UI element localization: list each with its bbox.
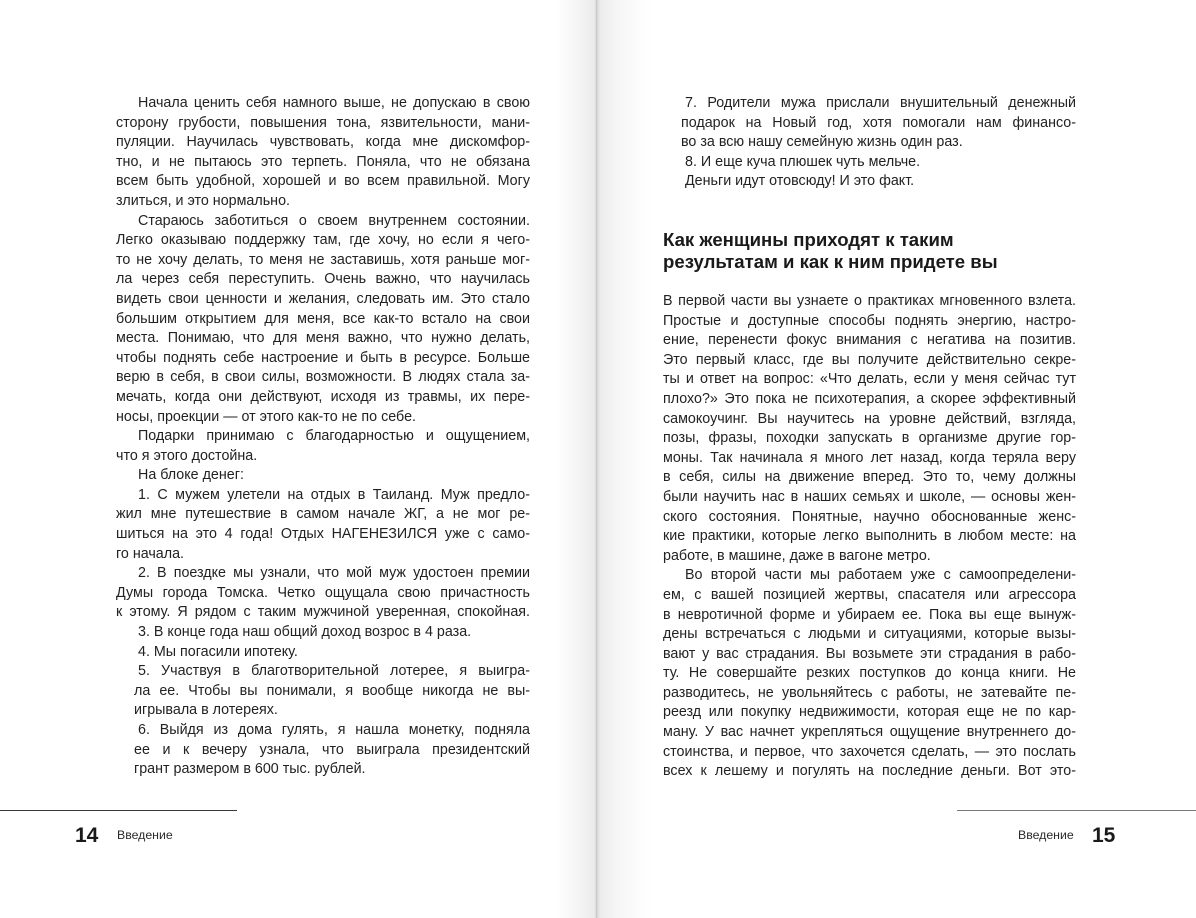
text-line: чтобы поднять себе настроение и быть в ресурсе. Больше: [116, 349, 530, 366]
text-line: 4. Мы погасили ипотеку.: [138, 643, 298, 660]
text-line: сторону грубости, повышения тона, язвительности, мани-: [116, 114, 530, 131]
text-line: игрывала в лотереях.: [134, 702, 278, 719]
text-line: Думы города Томска. Четко ощущала свою причастность: [116, 584, 530, 601]
text-line: Это первый класс, где вы получите действительно секре-: [663, 351, 1076, 368]
text-line: к этому. Я рядом с таким мужчиной уверенная, спокойная.: [116, 604, 530, 621]
running-head-left: Введение: [117, 828, 173, 842]
right-page-body-text: [663, 292, 1076, 782]
text-line: 6. Выйдя из дома гулять, я нашла монетку, подняла: [138, 722, 530, 738]
text-line: ману. У вас начнет укрепляться ощущение внутреннего до-: [663, 724, 1076, 741]
text-line: В первой части вы узнаете о практиках мгновенного взлета.: [663, 293, 1076, 309]
text-line: Во второй части мы работаем уже с самоопределени-: [685, 567, 1076, 584]
text-line: 8. И еще куча плюшек чуть мельче.: [685, 153, 921, 170]
text-line: ского состояния. Понятные, научно обоснованные женс-: [663, 508, 1076, 525]
text-line: плохо?» Это пока не психотерапия, а скорее эффективный: [663, 390, 1076, 407]
section-heading: [663, 229, 1083, 273]
text-line: подарок на Новый год, хотя помогали нам финансо-: [681, 114, 1076, 131]
text-line: места. Понимаю, что для меня важно, что нужно делать,: [116, 330, 530, 347]
text-line: то не хочу делать, то меня не заставишь, хотя раньше мог-: [116, 251, 530, 268]
text-line: 2. В поездке мы узнали, что мой муж удостоен премии: [138, 565, 530, 582]
running-head-right: Введение: [1018, 828, 1074, 842]
page-number-right: 15: [1092, 824, 1116, 847]
text-line: реезд или покупку недвижимости, которая еще не по кар-: [663, 704, 1076, 721]
text-line: ты и ответ на вопрос: «Что делать, если у меня сейчас тут: [663, 371, 1076, 388]
section-heading-line-2: результатам и как к ним придете вы: [663, 251, 998, 272]
text-line: тно, и не пытаюсь это терпеть. Поняла, что не обязана: [116, 153, 530, 170]
book-spine: [596, 0, 597, 918]
text-line: дены встречаться с людьми и ситуациями, которые вызы-: [663, 626, 1076, 643]
text-line: в невротичной форме и убираем ее. Пока вы еще вынуж-: [663, 606, 1076, 623]
right-page-top-text: [663, 94, 1076, 192]
text-line: вают у вас страдания. Вы возьмете эти страдания в рабо-: [663, 645, 1076, 662]
text-line: 7. Родители мужа прислали внушительный денежный: [685, 95, 1076, 111]
text-line: Деньги идут отовсюду! И это факт.: [685, 173, 915, 190]
section-heading-line-1: Как женщины приходят к таким: [663, 229, 954, 250]
text-line: На блоке денег:: [138, 467, 244, 484]
text-line: ем, с вашей позицией жертвы, спасателя или агрессора: [663, 586, 1076, 603]
text-line: ение, перенести фокус внимания с негатива на позитив.: [663, 332, 1076, 349]
text-line: кие практики, которые легко выполнить в любом месте: на: [663, 528, 1076, 545]
footer-rule-right: [957, 810, 1196, 811]
text-line: 3. В конце года наш общий доход возрос в 4 раза.: [138, 624, 472, 641]
text-line: в себя, силы на движение вперед. Это то, чему должны: [663, 469, 1076, 486]
text-line: ла через себя переступить. Очень важно, что научилась: [116, 271, 530, 288]
text-line: стоинства, и первое, что захочется сделать, — это послать: [663, 743, 1076, 760]
footer-rule-left: [0, 810, 237, 811]
text-line: всем быть удобной, хорошей и во всем правильной. Могу: [116, 173, 530, 190]
text-line: большим открытием для меня, все как-то встало на свои: [116, 310, 530, 327]
text-line: ла ее. Чтобы вы понимали, я вообще никогда не вы-: [134, 682, 530, 699]
left-page-text: [116, 94, 530, 780]
text-line: злиться, и это нормально.: [116, 192, 290, 209]
text-line: верю в себя, в свои силы, возможности. В людях стала за-: [116, 369, 530, 386]
text-line: Подарки принимаю с благодарностью и ощущением,: [138, 428, 530, 445]
text-line: шиться на это 4 года! Отдых НАГЕНЕЗИЛСЯ уже с само-: [116, 526, 530, 543]
text-line: ее и к вечеру узнала, что выиграла президентский: [134, 741, 530, 758]
text-line: 5. Участвуя в благотворительной лотерее, я выигра-: [138, 663, 530, 680]
text-line: носы, проекции — от этого как-то не по себе.: [116, 408, 416, 425]
text-line: работе, в машине, даже в вагоне метро.: [663, 547, 931, 564]
text-line: пуляции. Научилась чувствовать, когда мне дискомфор-: [116, 134, 530, 151]
text-line: мечать, когда они действуют, исходя из травмы, их пере-: [116, 388, 530, 405]
text-line: Легко оказываю поддержку там, где хочу, но если я чего-: [116, 232, 530, 249]
text-line: Стараюсь заботиться о своем внутреннем состоянии.: [138, 212, 530, 229]
text-line: самокоучинг. Вы научитесь на уровне действий, взгляда,: [663, 410, 1076, 427]
text-line: разводитесь, не увольняйтесь с работы, не затевайте пе-: [663, 684, 1076, 701]
text-line: Простые и доступные способы поднять энергию, настро-: [663, 312, 1076, 329]
text-line: позы, фразы, походки запускать в организме другие гор-: [663, 430, 1076, 447]
text-line: были научить нас в наших семьях и школе, — основы жен-: [663, 488, 1076, 505]
text-line: 1. С мужем улетели на отдых в Таиланд. Муж предло-: [138, 486, 530, 503]
text-line: во за всю нашу семейную жизнь один раз.: [681, 134, 963, 151]
text-line: жил мне путешествие в самом начале ЖГ, а не мог ре-: [116, 506, 530, 523]
page-number-left: 14: [75, 824, 99, 847]
text-line: грант размером в 600 тыс. рублей.: [134, 761, 366, 778]
text-line: го начала.: [116, 545, 185, 562]
text-line: видеть свои ценности и желания, следовать им. Это стало: [116, 290, 530, 307]
text-line: ту. Не совершайте резких поступков до конца книги. Не: [663, 665, 1076, 682]
text-line: моны. Так начинала я много лет назад, когда теряла веру: [663, 449, 1076, 466]
text-line: всех к лешему и погулять на последние деньги. Вот это-: [663, 763, 1076, 780]
text-line: Начала ценить себя намного выше, не допускаю в свою: [138, 95, 530, 111]
text-line: что я этого достойна.: [116, 447, 258, 464]
